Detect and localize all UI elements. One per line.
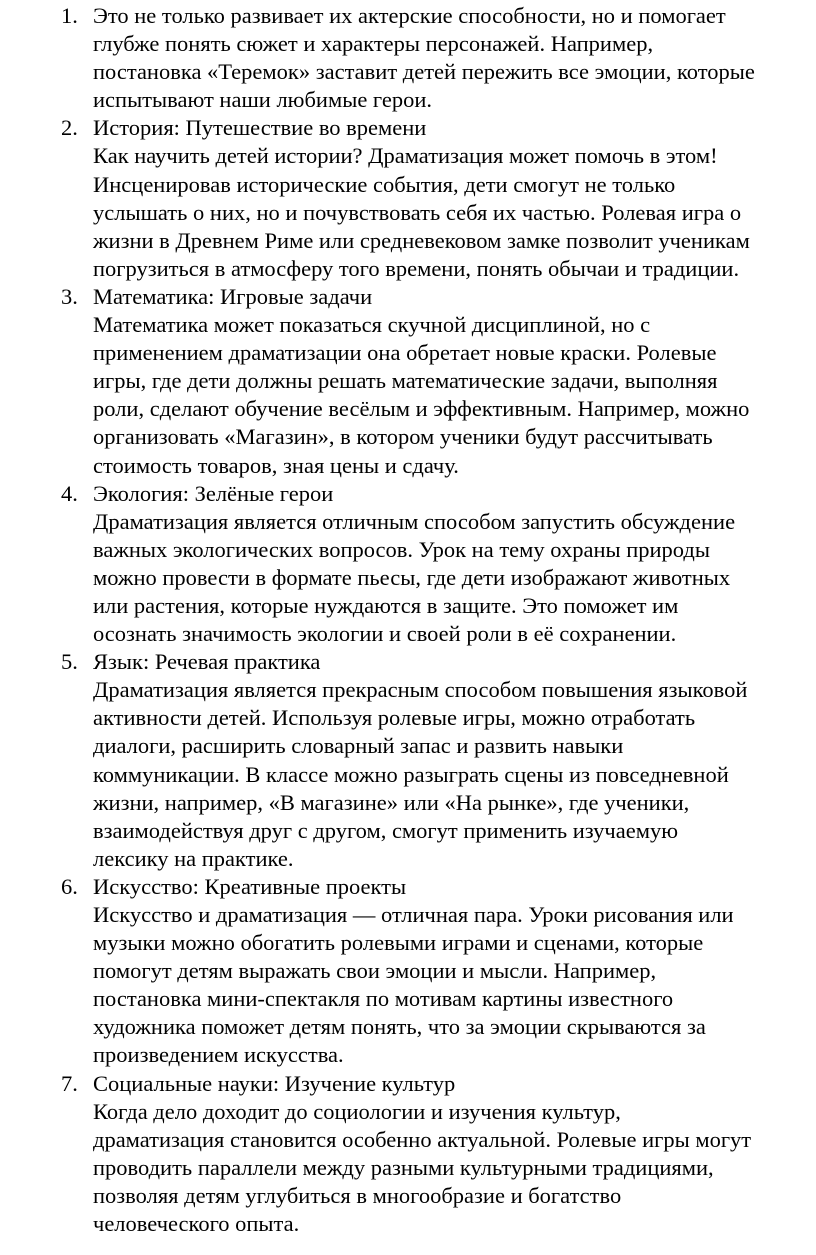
list-item-title: Экология: Зелёные герои bbox=[93, 480, 334, 506]
list-item bbox=[0, 2, 816, 114]
list-number: 5. bbox=[61, 649, 78, 675]
list-item-title: Математика: Игровые задачи bbox=[93, 283, 373, 309]
list-number: 1. bbox=[61, 3, 78, 28]
list-item-body: Драматизация является отличным способом запустить обсуждение важных экологических вопросов. Урок на тему охраны природы можно провести в формате пьесы, где дети изображают животных или растения, которые нуждаются в защите. Это поможет им осознать значимость экологии и своей роли в её сохранении. bbox=[93, 508, 736, 647]
list-item-body: Искусство и драматизация — отличная пара. Уроки рисования или музыки можно обогатить ролевыми играми и сценами, которые помогут детям выражать свои эмоции и мысли. Например, постановка мини-спектакля по мотивам картины известного художника поможет детям понять, что за эмоции скрываются за произведением искусства. bbox=[93, 902, 734, 1068]
list-item-title: Социальные науки: Изучение культур bbox=[93, 1070, 456, 1096]
list-number: 6. bbox=[61, 873, 78, 899]
list-number: 4. bbox=[61, 480, 78, 506]
document-page bbox=[0, 2, 816, 1238]
list-item bbox=[0, 648, 816, 873]
list-number: 7. bbox=[61, 1070, 78, 1096]
list-item-body: Драматизация является прекрасным способом повышения языковой активности детей. Используя ролевые игры, можно отработать диалоги, расширить словарный запас и развить навыки коммуникации. В классе можно разыграть сцены из повседневной жизни, например, «В магазине» или «На рынке», где ученики, взаимодействуя друг с другом, смогут применить изучаемую лексику на практике. bbox=[93, 677, 748, 871]
list-number: 2. bbox=[61, 115, 78, 141]
list-item bbox=[0, 114, 816, 283]
list-item-text: Это не только развивает их актерские способности, но и помогает глубже понять сюжет и характеры персонажей. Например, постановка «Теремок» заставит детей пережить все эмоции, которые испытывают наши любимые герои. bbox=[93, 3, 755, 113]
list-item-title: Язык: Речевая практика bbox=[93, 649, 321, 675]
list-number: 3. bbox=[61, 283, 78, 309]
list-item bbox=[0, 1070, 816, 1239]
list-item bbox=[0, 873, 816, 1070]
list-item bbox=[0, 480, 816, 649]
list-item-body: Когда дело доходит до социологии и изучения культур, драматизация становится особенно актуальной. Ролевые игры могут проводить параллели между разными культурными традициями, позволяя детям углубиться в многообразие и богатство человеческого опыта. bbox=[93, 1098, 752, 1237]
list-item bbox=[0, 283, 816, 480]
list-item-body: Как научить детей истории? Драматизация может помочь в этом! Инсценировав исторические события, дети смогут не только услышать о них, но и почувствовать себя их частью. Ролевая игра о жизни в Древнем Риме или средневековом замке позволит ученикам погрузиться в атмосферу того времени, понять обычаи и традиции. bbox=[93, 143, 750, 281]
list-item-title: Искусство: Креативные проекты bbox=[93, 873, 407, 899]
list-item-body: Математика может показаться скучной дисциплиной, но с применением драматизации она обретает новые краски. Ролевые игры, где дети должны решать математические задачи, выполняя роли, сделают обучение весёлым и эффективным. Например, можно организовать «Магазин», в котором ученики будут рассчитывать стоимость товаров, зная цены и сдачу. bbox=[93, 312, 750, 478]
list-item-title: История: Путешествие во времени bbox=[93, 115, 427, 141]
